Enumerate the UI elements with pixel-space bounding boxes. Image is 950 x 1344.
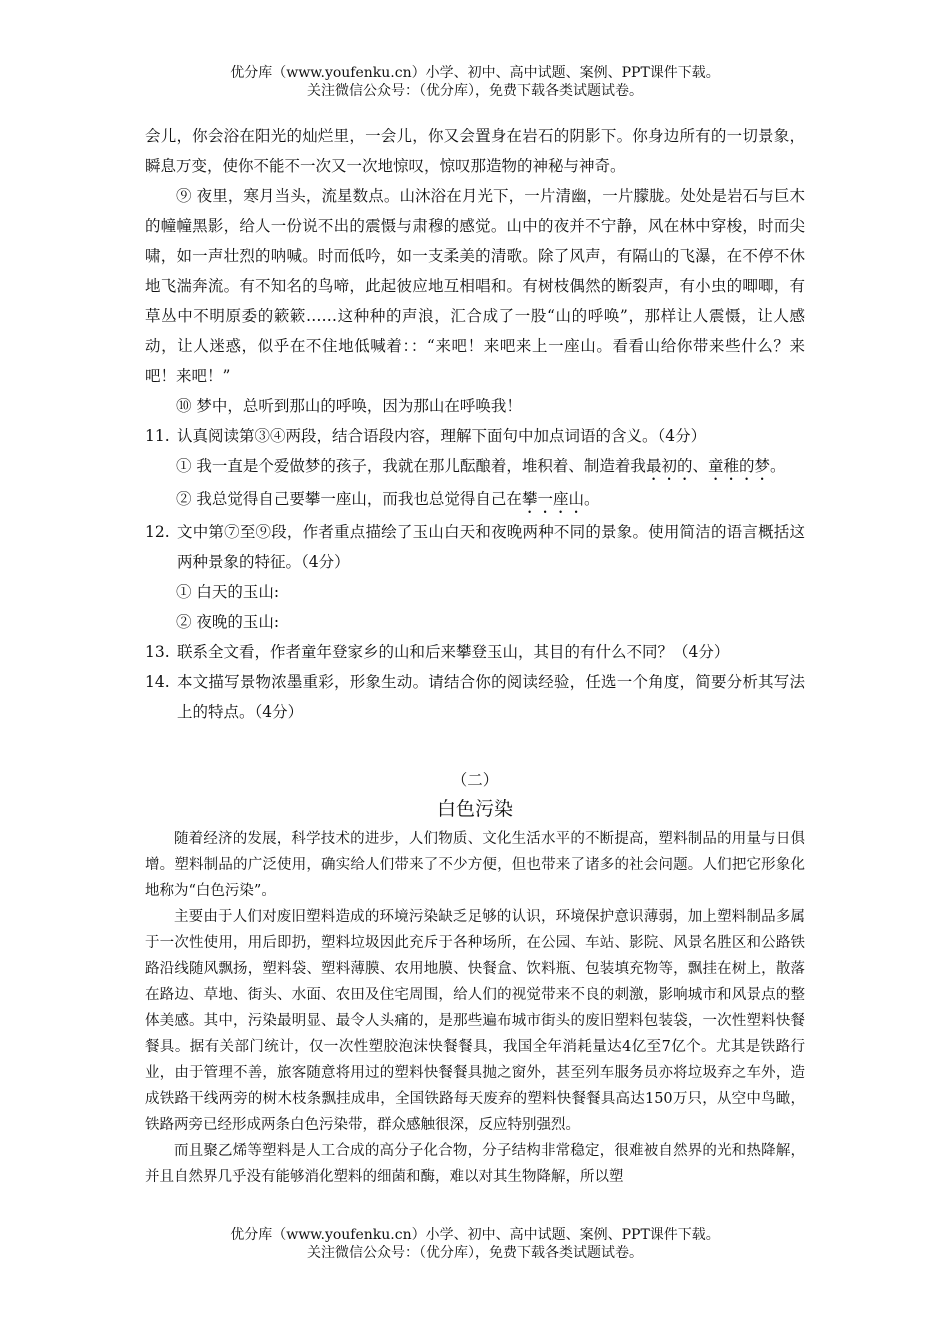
dotted-word-1: 最初的	[645, 457, 693, 475]
paragraph-continued: 会儿，你会浴在阳光的灿烂里，一会儿，你又会置身在岩石的阴影下。你身边所有的一切景象，瞬息万变，使你不能不一次又一次地惊叹，惊叹那造物的神秘与神奇。	[145, 127, 805, 175]
question-number: 14.	[145, 673, 170, 691]
dotted-word-2: 童稚的梦	[707, 457, 770, 475]
question-11-sentence-1	[145, 451, 805, 484]
question-11	[145, 421, 805, 451]
question-11-sentence-2	[145, 484, 805, 517]
reading-part-2	[145, 768, 805, 1190]
question-number: 11.	[145, 427, 170, 445]
answer-line-night: ② 夜晚的玉山:	[176, 613, 280, 631]
article-paragraph-3: 而且聚乙烯等塑料是人工合成的高分子化合物，分子结构非常稳定，很难被自然界的光和热降解，并且自然界几乎没有能够消化塑料的细菌和酶，难以对其生物降解，所以塑	[145, 1143, 805, 1185]
section-label: （二）	[451, 771, 499, 789]
footer-line-2: 关注微信公众号：（优分库），免费下载各类试题试卷。	[307, 1245, 643, 1261]
question-text: 认真阅读第③④两段，结合语段内容，理解下面句中加点词语的含义。（4分）	[177, 427, 707, 445]
header-line-1: 优分库（www.youfenku.cn）小学、初中、高中试题、案例、PPT课件下载。	[230, 65, 720, 81]
question-text: 文中第⑦至⑨段，作者重点描绘了玉山白天和夜晚两种不同的景象。使用简洁的语言概括这两种景象的特征。（4分）	[177, 523, 805, 571]
article-title: 白色污染	[436, 798, 513, 820]
reading-part-1	[145, 121, 805, 727]
page-footer	[0, 1226, 950, 1262]
answer-line-day: ① 白天的玉山:	[176, 583, 280, 601]
sentence-text: ② 我总觉得自己要攀一座山，而我也总觉得自己在	[176, 490, 522, 508]
question-12	[145, 517, 805, 577]
sentence-text: 。	[769, 457, 786, 475]
paragraph-9: ⑨ 夜里，寒月当头，流星数点。山沐浴在月光下，一片清幽，一片朦胧。处处是岩石与巨木的幢幢黑影，给人一份说不出的震慑与肃穆的感觉。山中的夜并不宁静，风在林中穿梭，时而尖啸，如一声壮烈的呐喊。时而低吟，如一支柔美的清歌。除了风声，有隔山的飞瀑，在不停不休地飞湍奔流。有不知名的鸟啼，此起彼应地互相唱和。有树枝偶然的断裂声，有小虫的唧唧，有草丛中不明原委的簌簌……这种种的声浪，汇合成了一股“山的呼唤”，那样让人震慑，让人感动，让人迷惑，似乎在不住地低喊着：：“来吧！来吧来上一座山。看看山给你带来些什么？来吧！来吧！”	[145, 187, 805, 385]
question-text: 联系全文看，作者童年登家乡的山和后来攀登玉山，其目的有什么不同？（4分）	[177, 643, 730, 661]
page-header	[0, 64, 950, 100]
question-number: 13.	[145, 643, 170, 661]
question-number: 12.	[145, 523, 170, 541]
article-paragraph-2: 主要由于人们对废旧塑料造成的环境污染缺乏足够的认识，环境保护意识薄弱，加上塑料制品多属于一次性使用，用后即扔，塑料垃圾因此充斥于各种场所，在公园、车站、影院、风景名胜区和公路铁路沿线随风飘扬，塑料袋、塑料薄膜、农用地膜、快餐盒、饮料瓶、包装填充物等，飘挂在树上，散落在路边、草地、街头、水面、农田及住宅周围，给人们的视觉带来不良的刺激，影响城市和风景点的整体美感。其中，污染最明显、最令人头痛的，是那些遍布城市街头的废旧塑料包装袋，一次性塑料快餐餐具。据有关部门统计，仅一次性塑胶泡沫快餐餐具，我国全年消耗量达4亿至7亿个。尤其是铁路行业，由于管理不善，旅客随意将用过的塑料快餐餐具抛之窗外，甚至列车服务员亦将垃圾弃之车外，造成铁路干线两旁的树木枝条飘挂成串，全国铁路每天废弃的塑料快餐餐具高达150万只，从空中鸟瞰，铁路两旁已经形成两条白色污染带，群众感触很深，反应特别强烈。	[145, 909, 805, 1133]
paragraph-10: ⑩ 梦中，总听到那山的呼唤，因为那山在呼唤我！	[176, 397, 522, 415]
header-line-2: 关注微信公众号：（优分库），免费下载各类试题试卷。	[307, 83, 643, 99]
sentence-text: 、	[692, 457, 708, 475]
footer-line-1: 优分库（www.youfenku.cn）小学、初中、高中试题、案例、PPT课件下载。	[230, 1227, 720, 1243]
sentence-text: 。	[583, 490, 600, 508]
article-paragraph-1: 随着经济的发展，科学技术的进步，人们物质、文化生活水平的不断提高，塑料制品的用量与日俱增。塑料制品的广泛使用，确实给人们带来了不少方便，但也带来了诸多的社会问题。人们把它形象化地称为“白色污染”。	[145, 831, 805, 899]
dotted-word-3: 攀一座山	[521, 490, 584, 508]
sentence-text: ① 我一直是个爱做梦的孩子，我就在那儿酝酿着，堆积着、制造着我	[176, 457, 646, 475]
question-text: 本文描写景物浓墨重彩，形象生动。请结合你的阅读经验，任选一个角度，简要分析其写法上的特点。（4分）	[177, 673, 805, 721]
question-14	[145, 667, 805, 727]
question-13	[145, 637, 805, 667]
